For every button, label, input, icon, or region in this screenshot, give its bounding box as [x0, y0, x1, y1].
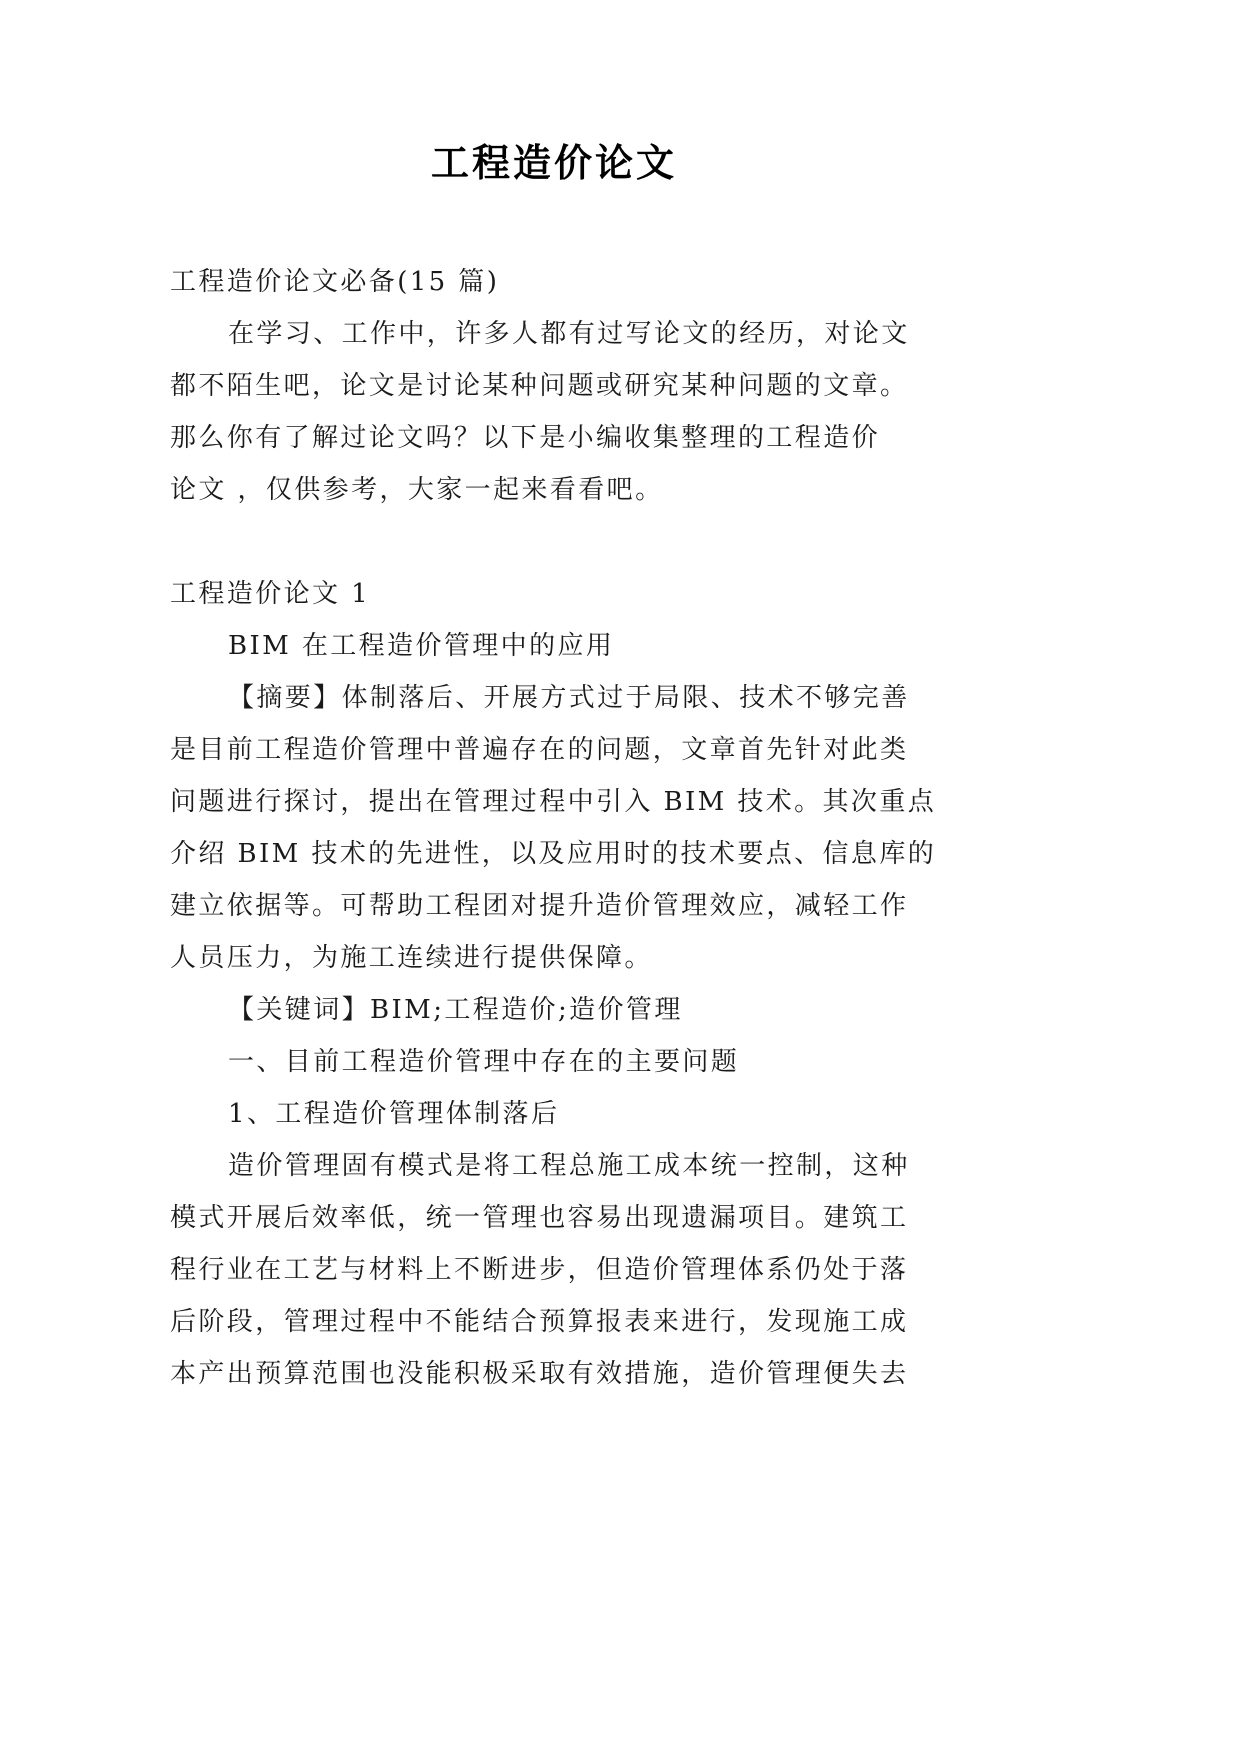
paragraph-line: 后阶段，管理过程中不能结合预算报表来进行，发现施工成 [170, 1307, 909, 1337]
intro-line: 论文 ，仅供参考，大家一起来看看吧。 [170, 475, 664, 505]
article-heading: 工程造价论文 1 [170, 579, 371, 609]
collection-subtitle: 工程造价论文必备(15 篇) [170, 267, 500, 297]
paragraph-spacer [170, 516, 990, 568]
abstract-line: 介绍 BIM 技术的先进性，以及应用时的技术要点、信息库的 [170, 839, 937, 869]
paragraph-line: 模式开展后效率低，统一管理也容易出现遗漏项目。建筑工 [170, 1203, 909, 1233]
abstract-line: 问题进行探讨，提出在管理过程中引入 BIM 技术。其次重点 [170, 787, 937, 817]
abstract-line: 【摘要】体制落后、开展方式过于局限、技术不够完善 [228, 683, 910, 713]
section-heading: 一、目前工程造价管理中存在的主要问题 [228, 1047, 740, 1077]
paragraph-line: 本产出预算范围也没能积极采取有效措施，造价管理便失去 [170, 1359, 909, 1389]
document-title: 工程造价论文 [430, 140, 677, 185]
intro-line: 那么你有了解过论文吗？以下是小编收集整理的工程造价 [170, 423, 881, 453]
keywords-line: 【关键词】BIM;工程造价;造价管理 [228, 995, 683, 1025]
intro-line: 都不陌生吧，论文是讨论某种问题或研究某种问题的文章。 [170, 371, 909, 401]
subsection-heading: 1、工程造价管理体制落后 [228, 1099, 560, 1129]
article-title: BIM 在工程造价管理中的应用 [228, 631, 615, 661]
abstract-line: 建立依据等。可帮助工程团对提升造价管理效应，减轻工作 [170, 891, 909, 921]
intro-line: 在学习、工作中，许多人都有过写论文的经历，对论文 [228, 319, 910, 349]
paragraph-line: 程行业在工艺与材料上不断进步，但造价管理体系仍处于落 [170, 1255, 909, 1285]
document-body [170, 256, 990, 1400]
paragraph-line: 造价管理固有模式是将工程总施工成本统一控制，这种 [228, 1151, 910, 1181]
abstract-line: 人员压力，为施工连续进行提供保障。 [170, 943, 653, 973]
abstract-line: 是目前工程造价管理中普遍存在的问题，文章首先针对此类 [170, 735, 909, 765]
